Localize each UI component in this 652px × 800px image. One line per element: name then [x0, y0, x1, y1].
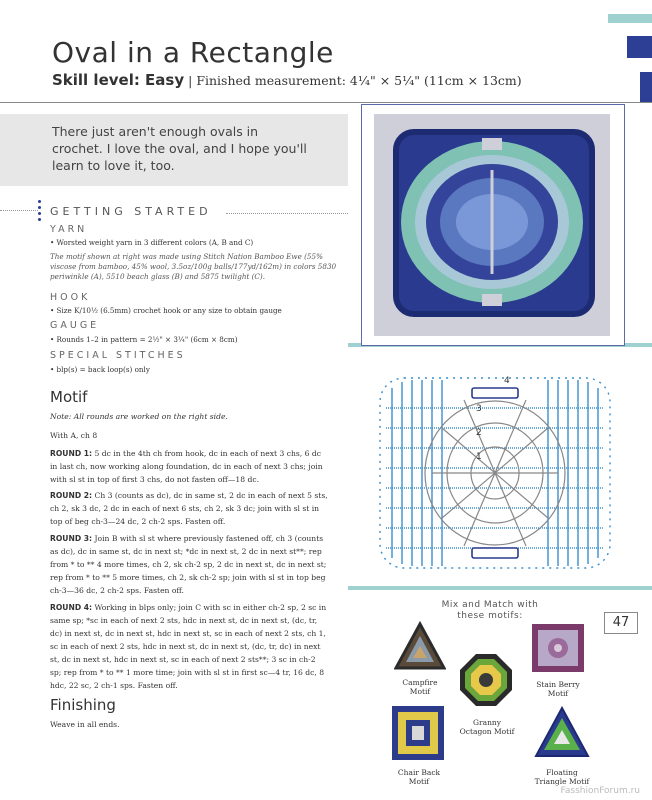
hook-line: • Size K/10½ (6.5mm) crochet hook or any size to obtain gauge	[50, 306, 282, 315]
navy-accent-square-2	[640, 72, 652, 102]
subtitle-separator: |	[188, 73, 193, 88]
special-stitches-line: • blp(s) = back loop(s) only	[50, 365, 150, 374]
diagram-label-1: 1	[476, 452, 482, 462]
round-1	[50, 447, 328, 486]
finishing-heading: Finishing	[50, 696, 116, 714]
teal-accent-bar-top	[608, 14, 652, 23]
finishing-text: Weave in all ends.	[50, 720, 120, 729]
campfire-motif-image	[394, 620, 446, 672]
page-title: Oval in a Rectangle	[52, 36, 334, 69]
title-rule	[0, 102, 652, 103]
round-3-label: ROUND 3:	[50, 534, 93, 543]
page-number: 47	[604, 612, 638, 634]
round-2-label: ROUND 2:	[50, 491, 93, 500]
hook-heading: HOOK	[50, 292, 91, 303]
diagram-label-2: 2	[476, 428, 482, 438]
finished-measurement: Finished measurement: 4¼" × 5¼" (11cm × 13cm)	[196, 73, 522, 88]
gauge-line: • Rounds 1–2 in pattern = 2½" × 3¼" (6cm × 8cm)	[50, 335, 238, 344]
granny-octagon-motif-image	[458, 652, 514, 708]
teal-accent-bar-low	[348, 586, 652, 590]
motif-note	[50, 410, 328, 423]
stitch-diagram-svg	[372, 368, 618, 578]
gauge-heading: GAUGE	[50, 320, 100, 331]
round-4-label: ROUND 4:	[50, 603, 93, 612]
yarn-line: • Worsted weight yarn in 3 different colors (A, B and C)	[50, 238, 254, 247]
motif-start: With A, ch 8	[50, 431, 98, 440]
getting-started-heading: GETTING STARTED	[50, 205, 212, 218]
round-1-text: 5 dc in the 4th ch from hook, dc in each of next 3 chs, 6 dc in last ch, now working along foundation, dc in each of next 3 chs; join with sl st in top of first 3 chs, do not fasten off—18 dc.	[50, 449, 323, 484]
intro-text: There just aren't enough ovals in crochet. I love the oval, and I hope you'll learn to love it, too.	[52, 124, 307, 173]
chair-back-motif-image	[390, 704, 446, 762]
yarn-note-2: viscose from bamboo, 45% wool, 3.5oz/100g balls/177yd/162m) in colors 5830	[50, 262, 337, 271]
watermark: FasshionForum.ru	[560, 786, 640, 796]
navy-accent-square-1	[627, 36, 652, 58]
yarn-note-3: periwinkle (A), 5510 beach glass (B) and 5875 twilight (C).	[50, 272, 266, 281]
yarn-note-1: The motif shown at right was made using Stitch Nation Bamboo Ewe (55%	[50, 252, 323, 261]
motif-note-text: Note: All rounds are worked on the right side.	[50, 412, 228, 421]
getting-started-rule	[226, 213, 348, 214]
floating-triangle-caption: Floating Triangle Motif	[534, 768, 590, 786]
stain-berry-caption: Stain Berry Motif	[536, 680, 580, 698]
stain-berry-motif-image	[530, 622, 586, 674]
campfire-caption: Campfire Motif	[402, 678, 438, 696]
round-3	[50, 532, 328, 597]
special-stitches-heading: SPECIAL STITCHES	[50, 350, 186, 361]
motif-photo	[374, 114, 610, 336]
yarn-note	[50, 252, 336, 282]
round-2	[50, 489, 328, 528]
round-2-text: Ch 3 (counts as dc), dc in same st, 2 dc in each of next 5 sts, ch 2, sk 3 dc, 2 dc in each of next 6 sts, ch 2, sk 3 dc; join with sl st in top of beg ch-3—24 dc, 2 ch-2 sps. Fasten off.	[50, 491, 328, 526]
chair-back-caption: Chair Back Motif	[397, 768, 441, 786]
diagram-label-4: 4	[504, 376, 510, 386]
round-1-label: ROUND 1:	[50, 449, 93, 458]
mix-match-heading: Mix and Match with these motifs:	[441, 600, 539, 621]
round-3-text: Join B with sl st where previously fastened off, ch 3 (counts as dc), dc in same st, dc in next st; *dc in next st, 2 dc in next st**; rep from * to ** 4 more times, ch 2, sk ch-2 sp, 2 dc in next st, dc in next st; rep from * to ** 5 more times, ch 2, sk ch-2 sp; join with sl st in top beg ch-3—36 dc, 2 ch-2 sps. Fasten off.	[50, 534, 327, 595]
motif-heading: Motif	[50, 388, 88, 406]
granny-octagon-caption: Granny Octagon Motif	[459, 718, 515, 736]
stitch-diagram	[372, 368, 618, 578]
yarn-heading: YARN	[50, 224, 88, 235]
section-dots	[38, 200, 41, 221]
floating-triangle-motif-image	[534, 706, 590, 762]
crochet-oval-photo	[374, 114, 610, 336]
round-4-text: Working in blps only; join C with sc in either ch-2 sp, 2 sc in same sp; *sc in each of next 2 sts, hdc in next st, dc in next st, (dc, tr, dc) in next st, dc in next st, hdc in next st, sc in each of next 2 sts, ch 1, sc in each of next 2 sts, hdc in next st, dc in next st, (dc, tr, dc) in next st, dc in next st, hdc in next st, sc in each of next 2 sts**; 3 sc in ch-2 sp; rep from * to ** 1 more time; join with sl st in first sc—4 tr, 16 dc, 8 hdc, 22 sc, 2 ch-1 sps. Fasten off.	[50, 603, 327, 690]
round-4	[50, 601, 328, 692]
diagram-label-3: 3	[476, 404, 482, 414]
skill-level: Skill level: Easy	[52, 71, 185, 89]
getting-started-dotted-line	[0, 210, 38, 211]
page-subtitle	[52, 71, 522, 89]
